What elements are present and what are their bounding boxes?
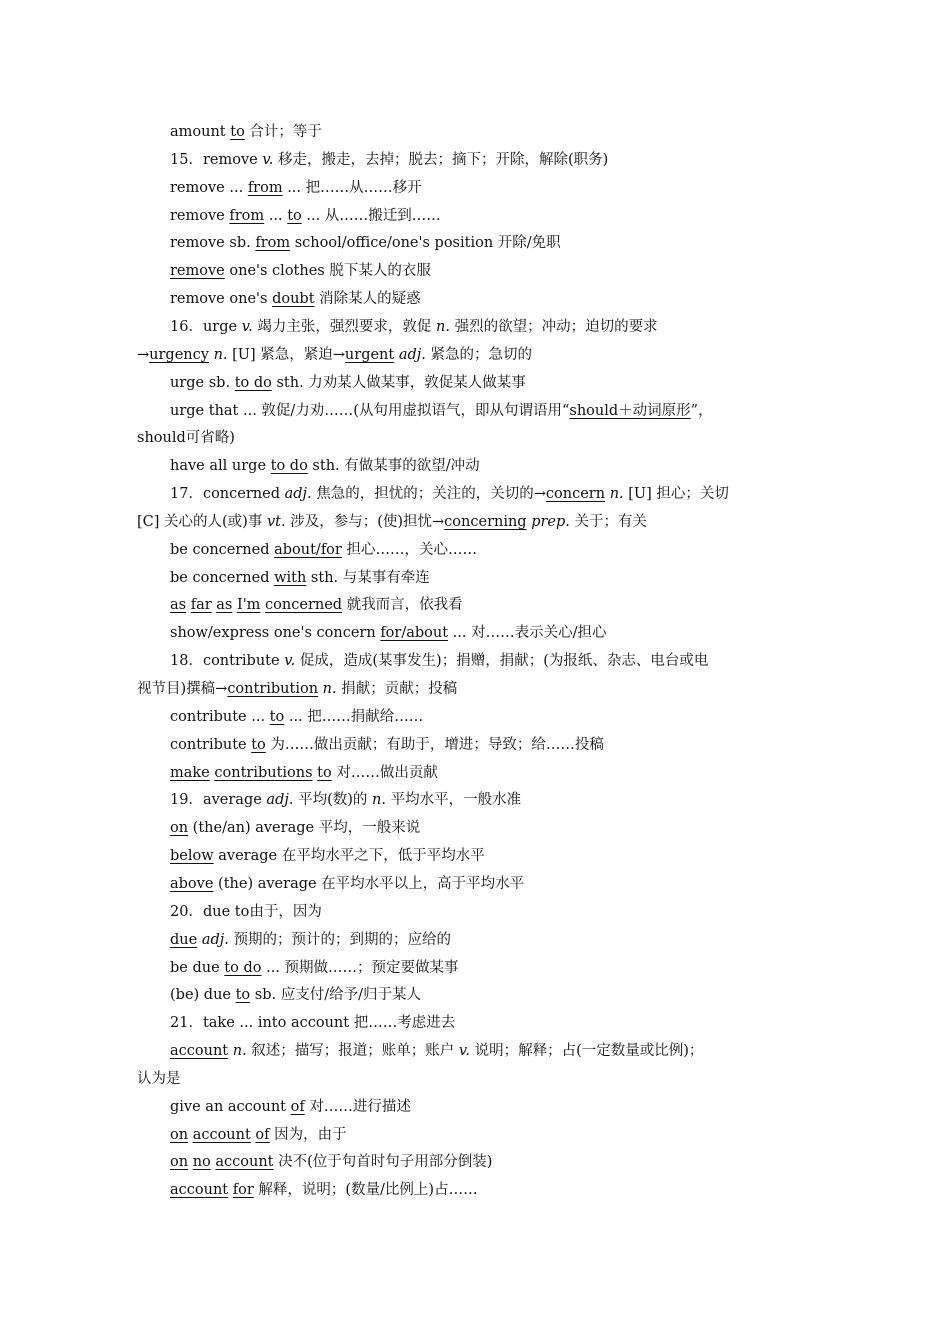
text-segment: 说明；解释；占(一定数量或比例)；: [470, 1043, 704, 1060]
underlined-answer: concern: [545, 486, 606, 503]
text-segment: ... 对……表示关心/担心: [448, 625, 607, 642]
text-segment: 决不(位于句首时句子用部分倒装): [273, 1154, 493, 1171]
text-segment: 为……做出贡献；有助于，增进；导致；给……投稿: [265, 736, 604, 753]
underlined-answer: to: [317, 764, 332, 781]
underlined-answer: to do: [270, 458, 308, 475]
text-segment: urge sb.: [170, 374, 235, 391]
text-segment: 紧急的；急切的: [425, 346, 532, 363]
text-segment: ... 从……搬迁到……: [301, 207, 441, 224]
text-segment: sb. 应支付/给予/归于某人: [250, 987, 421, 1004]
text-line: [170, 484, 729, 504]
text-segment: 担心……，关心……: [341, 541, 477, 558]
part-of-speech-label: adj.: [266, 792, 294, 809]
underlined-answer: doubt: [272, 291, 315, 308]
text-segment: remove one's: [170, 291, 273, 308]
text-segment: 20．due to由于，因为: [170, 903, 322, 920]
underlined-answer: of: [255, 1126, 270, 1143]
text-line: [170, 122, 322, 142]
text-segment: 促成，造成(某事发生)；捐赠，捐献；(为报纸、杂志、电台或电: [295, 653, 709, 670]
text-segment: [C] 关心的人(或)事: [137, 513, 267, 530]
text-segment: sth. 与某事有牵连: [306, 569, 430, 586]
part-of-speech-label: adj.: [201, 931, 229, 948]
text-segment: 因为，由于: [269, 1126, 347, 1143]
part-of-speech-label: v.: [241, 318, 253, 335]
text-segment: be concerned: [170, 569, 275, 586]
underlined-answer: account: [170, 1182, 229, 1199]
text-segment: 15．remove: [170, 151, 263, 168]
text-line: [170, 790, 521, 810]
text-segment: 平均水平，一般水准: [385, 792, 522, 809]
underlined-answer: on: [170, 1126, 189, 1143]
part-of-speech-label: vt.: [266, 513, 286, 530]
text-segment: urge that ... 敦促/力劝……(从句用虚拟语气，即从句谓语用“: [170, 402, 570, 419]
text-segment: (the) average 在平均水平以上，高于平均水平: [213, 875, 525, 892]
text-line: [170, 818, 420, 838]
underlined-answer: to do: [234, 374, 272, 391]
underlined-answer: account: [215, 1154, 274, 1171]
text-segment: 解释，说明；(数量/比例上)占……: [253, 1182, 478, 1199]
text-segment: remove sb.: [170, 235, 256, 252]
underlined-answer: for: [232, 1182, 254, 1199]
text-line: [137, 428, 235, 448]
underlined-answer: concerning: [444, 513, 527, 530]
text-segment: contribute: [170, 736, 252, 753]
text-line: [170, 401, 713, 421]
text-segment: ... 把……从……移开: [282, 179, 422, 196]
text-line: [137, 345, 532, 365]
underlined-answer: as: [216, 597, 233, 614]
part-of-speech-label: v.: [262, 151, 274, 168]
underlined-answer: I'm: [236, 597, 261, 614]
text-segment: 21．take ... into account 把……考虑进去: [170, 1015, 456, 1032]
text-line: [170, 930, 451, 950]
text-segment: 16．urge: [170, 318, 242, 335]
text-segment: 合计；等于: [244, 124, 322, 140]
text-line: [170, 373, 526, 393]
underlined-answer: with: [274, 569, 307, 586]
text-line: [170, 568, 430, 588]
text-segment: should可省略): [137, 430, 235, 447]
underlined-answer: to: [235, 987, 251, 1004]
text-line: [170, 846, 485, 866]
underlined-answer: make: [170, 764, 210, 781]
underlined-answer: should＋动词原形: [569, 402, 691, 419]
text-segment: 对……进行描述: [304, 1098, 411, 1115]
text-segment: sth. 有做某事的欲望/冲动: [307, 458, 480, 475]
text-segment: ”，: [690, 402, 713, 419]
text-line: [170, 958, 459, 978]
text-line: [170, 261, 431, 281]
text-line: [170, 623, 607, 643]
text-segment: have all urge: [170, 458, 271, 475]
text-line: [170, 595, 463, 615]
text-line: [170, 1180, 478, 1200]
text-segment: amount: [170, 124, 231, 140]
text-line: [170, 540, 477, 560]
text-segment: 18．contribute: [170, 653, 285, 670]
underlined-answer: to: [287, 207, 302, 224]
text-line: [170, 206, 441, 226]
text-segment: (be) due: [170, 987, 236, 1004]
part-of-speech-label: n.: [322, 681, 337, 697]
text-line: [170, 1097, 411, 1117]
text-segment: ... 预期做……；预定要做某事: [261, 959, 459, 976]
text-segment: be due: [170, 959, 225, 976]
text-segment: one's clothes 脱下某人的衣服: [224, 263, 431, 280]
text-line: [170, 985, 421, 1005]
underlined-answer: as: [170, 597, 187, 614]
text-segment: 17．concerned: [170, 486, 285, 503]
underlined-answer: on: [170, 820, 189, 837]
underlined-answer: to: [230, 124, 245, 140]
text-line: [170, 150, 608, 170]
text-line: [170, 1125, 347, 1145]
text-line: [170, 651, 708, 671]
underlined-answer: for/about: [380, 625, 449, 642]
text-segment: 涉及，参与；(使)担忧→: [285, 513, 445, 530]
text-segment: 强烈的欲望；冲动；迫切的要求: [449, 318, 658, 335]
part-of-speech-label: v.: [458, 1043, 470, 1060]
part-of-speech-label: prep.: [531, 513, 570, 530]
text-line: [170, 178, 422, 198]
underlined-answer: below: [170, 848, 214, 865]
underlined-answer: remove: [170, 263, 225, 280]
text-segment: remove: [170, 207, 230, 224]
text-segment: show/express one's concern: [170, 625, 381, 642]
text-line: [170, 1041, 703, 1061]
text-segment: →: [137, 346, 150, 363]
underlined-answer: to do: [224, 959, 262, 976]
underlined-answer: far: [190, 597, 212, 614]
underlined-answer: from: [247, 179, 283, 196]
text-segment: ...: [264, 207, 288, 224]
text-segment: remove ...: [170, 179, 248, 196]
underlined-answer: contribution: [227, 681, 319, 697]
part-of-speech-label: n.: [609, 486, 624, 503]
text-segment: 认为是: [137, 1070, 181, 1087]
text-segment: 关于；有关: [569, 513, 647, 530]
part-of-speech-label: n.: [372, 792, 386, 809]
underlined-answer: concerned: [265, 597, 343, 614]
text-segment: 对……做出贡献: [331, 764, 438, 781]
text-line: [137, 1069, 181, 1089]
text-segment: 竭力主张，强烈要求，敦促: [252, 318, 437, 335]
text-line: [170, 1152, 492, 1172]
text-segment: average 在平均水平之下，低于平均水平: [213, 848, 485, 865]
text-segment: ... 把……捐献给……: [284, 708, 424, 725]
text-segment: contribute ...: [170, 708, 270, 725]
part-of-speech-label: n.: [232, 1043, 247, 1060]
text-segment: 就我而言，依我看: [342, 597, 463, 614]
underlined-answer: of: [290, 1098, 305, 1115]
text-segment: be concerned: [170, 541, 275, 558]
text-line: [170, 456, 480, 476]
text-segment: (the/an) average 平均，一般来说: [188, 820, 421, 837]
underlined-answer: urgent: [344, 346, 395, 363]
text-segment: 19．average: [170, 792, 267, 809]
text-segment: sth. 力劝某人做某事，敦促某人做某事: [271, 374, 526, 391]
text-line: [170, 707, 423, 727]
text-segment: [U] 担心；关切: [623, 486, 729, 503]
part-of-speech-label: adj.: [284, 486, 312, 503]
underlined-answer: contributions: [214, 764, 313, 781]
underlined-answer: no: [192, 1154, 211, 1171]
text-segment: [U] 紧急，紧迫→: [227, 346, 345, 363]
text-segment: 捐献；贡献；投稿: [336, 681, 458, 697]
underlined-answer: from: [229, 207, 265, 224]
text-line: [170, 874, 524, 894]
underlined-answer: account: [170, 1043, 229, 1060]
text-segment: give an account: [170, 1098, 291, 1115]
part-of-speech-label: n.: [436, 318, 450, 335]
underlined-answer: on: [170, 1154, 189, 1171]
part-of-speech-label: v.: [284, 653, 296, 670]
text-segment: 移走，搬走，去掉；脱去；摘下；开除，解除(职务): [273, 151, 609, 168]
part-of-speech-label: n.: [213, 346, 228, 363]
underlined-answer: due: [170, 931, 198, 948]
text-line: [137, 512, 647, 532]
text-line: [137, 679, 457, 699]
text-line: [170, 735, 604, 755]
text-line: [170, 902, 322, 922]
underlined-answer: account: [192, 1126, 251, 1143]
text-line: [170, 1013, 455, 1033]
underlined-answer: above: [170, 875, 214, 892]
text-segment: 平均(数)的: [293, 792, 373, 809]
underlined-answer: from: [255, 235, 291, 252]
underlined-answer: to: [251, 736, 266, 753]
text-segment: 预期的；预计的；到期的；应给的: [228, 931, 451, 948]
text-segment: school/office/one's position 开除/免职: [290, 235, 561, 252]
underlined-answer: urgency: [149, 346, 209, 363]
text-segment: 消除某人的疑惑: [314, 291, 421, 308]
text-segment: 视节目)撰稿→: [137, 681, 228, 697]
underlined-answer: about/for: [274, 541, 342, 558]
text-segment: 焦急的，担忧的；关注的，关切的→: [311, 486, 546, 503]
text-segment: 叙述；描写；报道；账单；账户: [246, 1043, 459, 1060]
text-line: [170, 763, 438, 783]
underlined-answer: to: [269, 708, 285, 725]
part-of-speech-label: adj.: [398, 346, 426, 363]
text-line: [170, 289, 421, 309]
text-line: [170, 233, 561, 253]
text-line: [170, 317, 658, 337]
